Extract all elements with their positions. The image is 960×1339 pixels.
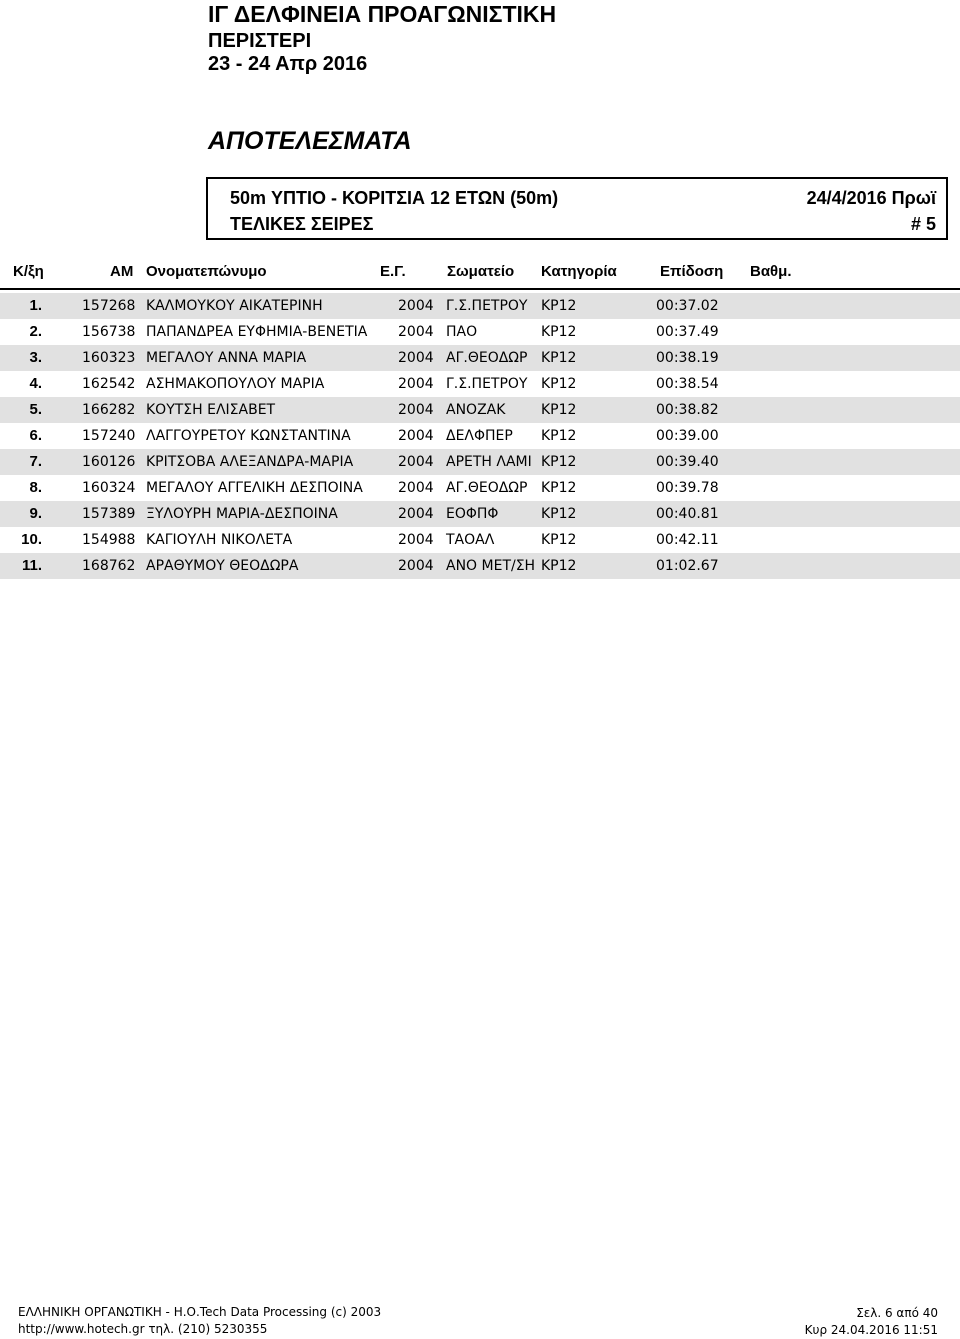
- result-am: 154988: [82, 532, 136, 548]
- meet-dates: 23 - 24 Απρ 2016: [208, 53, 368, 75]
- result-row: [0, 371, 960, 397]
- result-row: [0, 293, 960, 319]
- result-year: 2004: [398, 480, 434, 496]
- result-time: 01:02.67: [656, 558, 719, 574]
- result-year: 2004: [398, 506, 434, 522]
- result-club: ΑΓ.ΘΕΟΔΩΡ: [446, 480, 528, 496]
- event-date: 24/4/2016 Πρωϊ: [806, 188, 936, 208]
- result-category: ΚΡ12: [541, 428, 577, 444]
- result-year: 2004: [398, 298, 434, 314]
- result-year: 2004: [398, 376, 434, 392]
- result-row: [0, 397, 960, 423]
- event-heat-number: # 5: [910, 214, 936, 234]
- result-row: [0, 527, 960, 553]
- result-name: ΠΑΠΑΝΔΡΕΑ ΕΥΦΗΜΙΑ-ΒΕΝΕΤΙΑ: [146, 324, 368, 340]
- result-time: 00:38.19: [656, 350, 719, 366]
- result-club: ΑΡΕΤΗ ΛΑΜΙ: [446, 454, 532, 470]
- result-rank: 8.: [29, 479, 42, 496]
- event-round: ΤΕΛΙΚΕΣ ΣΕΙΡΕΣ: [230, 214, 374, 234]
- result-name: ΑΣΗΜΑΚΟΠΟΥΛΟΥ ΜΑΡΙΑ: [146, 376, 325, 392]
- result-year: 2004: [398, 350, 434, 366]
- column-header-time: Επίδοση: [660, 263, 724, 280]
- result-name: ΞΥΛΟΥΡΗ ΜΑΡΙΑ-ΔΕΣΠΟΙΝΑ: [146, 506, 338, 522]
- result-club: ΠΑΟ: [446, 324, 478, 340]
- results-heading: ΑΠΟΤΕΛΕΣΜΑΤΑ: [208, 127, 412, 155]
- result-category: ΚΡ12: [541, 376, 577, 392]
- result-club: ΕΟΦΠΦ: [446, 506, 499, 522]
- result-category: ΚΡ12: [541, 558, 577, 574]
- result-year: 2004: [398, 324, 434, 340]
- result-name: ΜΕΓΑΛΟΥ ΑΝΝΑ ΜΑΡΙΑ: [146, 350, 307, 366]
- result-rank: 3.: [29, 349, 42, 366]
- result-rank: 9.: [29, 505, 42, 522]
- result-time: 00:39.40: [656, 454, 719, 470]
- result-club: ΑΝΟ ΜΕΤ/ΣΗ: [446, 558, 536, 574]
- result-time: 00:38.82: [656, 402, 719, 418]
- result-rank: 4.: [29, 375, 42, 392]
- result-row: [0, 449, 960, 475]
- result-category: ΚΡ12: [541, 532, 577, 548]
- result-year: 2004: [398, 428, 434, 444]
- result-category: ΚΡ12: [541, 480, 577, 496]
- result-category: ΚΡ12: [541, 402, 577, 418]
- result-name: ΚΟΥΤΣΗ ΕΛΙΣΑΒΕΤ: [146, 402, 276, 418]
- result-club: ΑΓ.ΘΕΟΔΩΡ: [446, 350, 528, 366]
- result-rank: 2.: [29, 323, 42, 340]
- result-time: 00:37.02: [656, 298, 719, 314]
- footer-page-number: Σελ. 6 από 40: [856, 1306, 938, 1320]
- footer-timestamp: Κυρ 24.04.2016 11:51: [804, 1323, 938, 1337]
- column-header-category: Κατηγορία: [541, 263, 617, 280]
- result-am: 168762: [82, 558, 136, 574]
- result-time: 00:37.49: [656, 324, 719, 340]
- result-row: [0, 423, 960, 449]
- result-row: [0, 475, 960, 501]
- result-club: Γ.Σ.ΠΕΤΡΟΥ: [446, 298, 528, 314]
- results-list: [0, 293, 960, 579]
- result-am: 160323: [82, 350, 136, 366]
- column-header-points: Βαθμ.: [750, 263, 792, 280]
- result-am: 156738: [82, 324, 136, 340]
- result-club: ΔΕΛΦΠΕΡ: [446, 428, 513, 444]
- result-club: Γ.Σ.ΠΕΤΡΟΥ: [446, 376, 528, 392]
- result-rank: 11.: [21, 557, 42, 574]
- event-box: [206, 177, 948, 240]
- result-year: 2004: [398, 454, 434, 470]
- result-category: ΚΡ12: [541, 324, 577, 340]
- result-row: [0, 553, 960, 579]
- result-am: 157389: [82, 506, 136, 522]
- result-name: ΚΑΓΙΟΥΛΗ ΝΙΚΟΛΕΤΑ: [146, 532, 293, 548]
- result-row: [0, 319, 960, 345]
- result-am: 166282: [82, 402, 136, 418]
- result-year: 2004: [398, 532, 434, 548]
- result-time: 00:40.81: [656, 506, 719, 522]
- meet-title: ΙΓ ΔΕΛΦΙΝΕΙΑ ΠΡΟΑΓΩΝΙΣΤΙΚΗ: [208, 1, 557, 27]
- result-year: 2004: [398, 558, 434, 574]
- result-row: [0, 501, 960, 527]
- result-am: 157268: [82, 298, 136, 314]
- column-header-year: Ε.Γ.: [380, 263, 406, 280]
- result-am: 162542: [82, 376, 136, 392]
- result-time: 00:39.00: [656, 428, 719, 444]
- result-club: ΤΑΟΑΛ: [446, 532, 495, 548]
- result-category: ΚΡ12: [541, 350, 577, 366]
- result-year: 2004: [398, 402, 434, 418]
- result-name: ΑΡΑΘΥΜΟΥ ΘΕΟΔΩΡΑ: [146, 558, 299, 574]
- result-row: [0, 345, 960, 371]
- result-time: 00:39.78: [656, 480, 719, 496]
- result-name: ΜΕΓΑΛΟΥ ΑΓΓΕΛΙΚΗ ΔΕΣΠΟΙΝΑ: [146, 480, 363, 496]
- result-name: ΛΑΓΓΟΥΡΕΤΟΥ ΚΩΝΣΤΑΝΤΙΝΑ: [146, 428, 351, 444]
- result-time: 00:38.54: [656, 376, 719, 392]
- meet-venue: ΠΕΡΙΣΤΕΡΙ: [208, 30, 312, 52]
- column-header-club: Σωματείο: [447, 263, 515, 280]
- result-am: 157240: [82, 428, 136, 444]
- event-name: 50m ΥΠΤΙΟ - ΚΟΡΙΤΣΙΑ 12 ΕΤΩΝ (50m): [230, 188, 559, 208]
- footer-organization: ΕΛΛΗΝΙΚΗ ΟΡΓΑΝΩΤΙΚΗ - Η.Ο.Tech Data Processing (c) 2003: [18, 1305, 382, 1319]
- result-name: ΚΑΛΜΟΥΚΟΥ ΑΙΚΑΤΕΡΙΝΗ: [146, 298, 323, 314]
- result-name: ΚΡΙΤΣΟΒΑ ΑΛΕΞΑΝΔΡΑ-ΜΑΡΙΑ: [146, 454, 354, 470]
- column-header-name: Ονοματεπώνυμο: [146, 263, 267, 280]
- result-rank: 6.: [29, 427, 42, 444]
- result-category: ΚΡ12: [541, 506, 577, 522]
- column-header-am: ΑΜ: [110, 263, 134, 280]
- result-category: ΚΡ12: [541, 454, 577, 470]
- result-am: 160324: [82, 480, 136, 496]
- result-time: 00:42.11: [656, 532, 719, 548]
- column-header-rank: Κ/ξη: [13, 263, 44, 280]
- header-divider: [0, 288, 960, 290]
- result-rank: 5.: [29, 401, 42, 418]
- result-rank: 10.: [21, 531, 42, 548]
- result-club: ΑΝΟΖΑΚ: [446, 402, 506, 418]
- result-rank: 1.: [29, 297, 42, 314]
- result-category: ΚΡ12: [541, 298, 577, 314]
- footer-website: http://www.hotech.gr τηλ. (210) 5230355: [18, 1322, 268, 1336]
- result-am: 160126: [82, 454, 136, 470]
- result-rank: 7.: [29, 453, 42, 470]
